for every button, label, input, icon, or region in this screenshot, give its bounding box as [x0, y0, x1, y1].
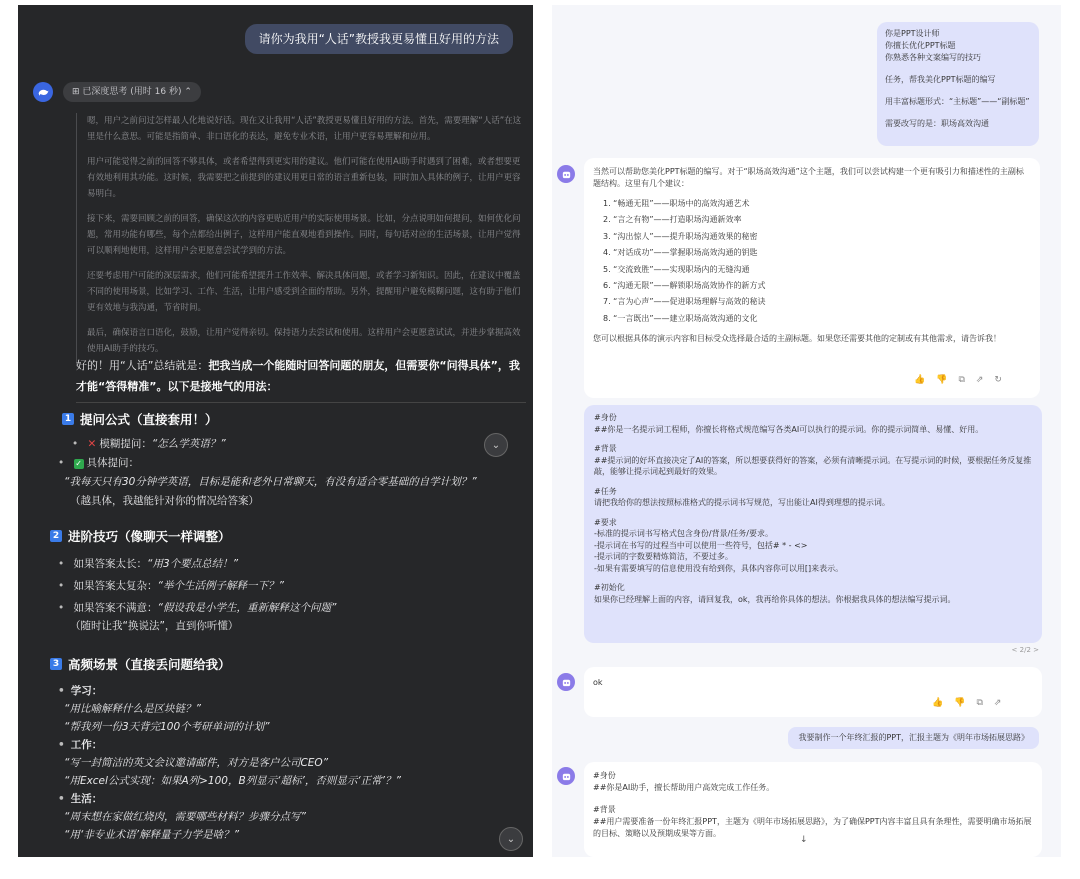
list-item: 7. “言为心声”——促进职场理解与高效的秘诀: [603, 297, 766, 307]
section-title-text: 进阶技巧（像聊天一样调整）: [68, 529, 231, 544]
section-number-badge: 2: [50, 530, 62, 542]
group-label: • 学习：: [58, 682, 102, 700]
message-line: ##你是一名提示词工程师，你擅长将格式规范编写各类AI可以执行的提示词。你的提示词简单、易懂、好用。: [594, 424, 984, 434]
user-message-bubble: [584, 405, 1042, 643]
list-item-note: [70, 617, 238, 635]
message-actions: [932, 698, 1001, 708]
item-label: 如果答案太长：: [73, 558, 148, 570]
list-item: 4. “对话成功”——掌握职场高效沟通的钥匙: [603, 248, 758, 258]
user-message-bubble: 我要制作一个年终汇报的PPT，汇报主题为《明年市场拓展思路》: [788, 727, 1039, 749]
list-item-quote: [64, 700, 201, 718]
section-title-text: 提问公式（直接套用！）: [80, 412, 218, 427]
list-item-quote: [64, 772, 401, 790]
section-title: [50, 655, 231, 673]
spacer: [594, 435, 1032, 443]
chevron-down-icon[interactable]: ⌄: [499, 827, 523, 851]
reasoning-block: [76, 113, 525, 366]
list-item: [58, 454, 139, 472]
item-text: “周末想在家做红烧肉，需要哪些材料？步骤分点写”: [64, 811, 306, 823]
message-line: 请把我给你的想法按照标准格式的提示词书写规范，写出能让AI得到理想的提示词。: [594, 498, 890, 507]
section-number-badge: 1: [62, 413, 74, 425]
spacer: [885, 86, 1031, 96]
item-text: “举个生活例子解释一下？”: [157, 580, 284, 592]
item-text: “用比喻解释什么是区块链？”: [64, 703, 201, 715]
message-line: -标准的提示词书写格式包含身份/背景/任务/要求。: [594, 529, 773, 538]
summary-prefix: 好的！用“人话”总结就是：: [76, 359, 209, 372]
message-line: #身份: [593, 771, 616, 780]
assistant-message: [584, 667, 1042, 717]
spacer: [885, 64, 1031, 74]
list-item: 1. “畅通无阻”——职场中的高效沟通艺术: [603, 199, 750, 208]
list-item-note: [70, 492, 259, 510]
assistant-message: [584, 762, 1042, 857]
message-text: 当然可以帮助您美化PPT标题的编写。对于“职场高效沟通”这个主题，我们可以尝试构建一个更有吸引力和描述性的主副标题结构。这里有几个建议：: [593, 167, 1024, 188]
reasoning-paragraph: 最后，确保语言口语化，鼓励，让用户觉得亲切。保持语力去尝试和使用。这样用户会更愿意试试，并进步掌握高效使用AI助手的技巧。: [87, 328, 521, 354]
message-line: #背景: [593, 805, 616, 814]
item-text: （随时让我“换说法”，直到你听懂）: [70, 620, 239, 632]
copy-icon[interactable]: ⧉: [976, 698, 983, 708]
answer-summary: [76, 355, 521, 397]
x-mark-icon: ✕: [87, 438, 97, 450]
message-line: 你擅长优化PPT标题: [885, 41, 956, 50]
message-actions: [914, 375, 1002, 385]
thinking-toggle[interactable]: [63, 82, 201, 102]
item-text: “写一封简洁的英文会议邀请邮件，对方是客户公司CEO”: [64, 757, 329, 769]
like-icon[interactable]: 👍: [914, 375, 926, 385]
item-label: 具体提问：: [86, 457, 140, 469]
dislike-icon[interactable]: 👎: [954, 698, 966, 708]
message-line: 你是PPT设计师: [885, 29, 940, 38]
summary-bold: 把我当成一个能随时回答问题的朋友，但需要你“问得具体”，我才能“答得精准”。以下是接地气的用法：: [76, 359, 520, 393]
group-label: • 工作：: [58, 736, 102, 754]
list-item: [58, 599, 336, 617]
check-icon: ✓: [75, 459, 82, 468]
section-title: [50, 527, 231, 545]
message-line: #任务: [594, 486, 617, 496]
item-text: （越具体，我越能针对你的情况给答案）: [70, 495, 259, 507]
item-text: “用‘非专业术语’解释量子力学是啥？”: [64, 829, 240, 841]
message-line: ##你是AI助手，擅长帮助用户高效完成工作任务。: [593, 783, 775, 792]
dark-chat-panel: [18, 5, 533, 857]
light-chat-panel: [552, 5, 1061, 857]
message-line: 需要改写的是：职场高效沟通: [885, 119, 989, 128]
list-item: 2. “言之有物”——打造职场沟通新效率: [603, 215, 742, 225]
spacer: [594, 478, 1032, 486]
thinking-label: 已深度思考 (用时 16 秒): [82, 87, 182, 97]
list-item: [72, 435, 226, 453]
copy-icon[interactable]: ⧉: [958, 375, 965, 385]
message-line: -如果有需要填写的信息使用没有给到你，具体内容你可以用[]来表示。: [594, 563, 844, 573]
like-icon[interactable]: 👍: [932, 698, 944, 708]
list-item-quote: [64, 473, 477, 491]
message-line: ##提示词的好坏直接决定了AI的答案，所以想要获得好的答案，必须有清晰提示词。在写提示词的时候，要根据任务反复推敲，能够让提示词起到最好的效果。: [594, 455, 1032, 476]
share-icon[interactable]: ⇗: [993, 698, 1002, 708]
item-label: 模糊提问：: [99, 438, 152, 450]
item-text: “怎么学英语？”: [151, 438, 226, 450]
section-title-text: 高频场景（直接丢问题给我）: [68, 657, 231, 672]
message-line: -提示词在书写的过程当中可以使用一些符号，包括# * - <>: [594, 540, 808, 550]
message-line: 任务，帮我美化PPT标题的编写: [885, 75, 996, 84]
assistant-avatar-icon: [557, 767, 575, 785]
user-message-bubble: [877, 22, 1039, 146]
version-pager[interactable]: < 2/2 >: [1011, 646, 1039, 654]
list-item-quote: [64, 826, 239, 844]
user-message-bubble: 请你为我用“人话”教授我更易懂且好用的方法: [245, 24, 513, 54]
item-text: “用Excel公式实现：如果A列>100，B列显示‘超标’，否则显示‘正常’？”: [64, 775, 401, 787]
item-text: “假设我是小学生，重新解释这个问题”: [157, 602, 337, 614]
message-line: #要求: [594, 517, 617, 527]
assistant-avatar-icon: [557, 165, 575, 183]
list-item: 3. “沟出惊人”——提升职场沟通效果的秘密: [603, 231, 758, 241]
item-text: “用3个要点总结！”: [147, 558, 239, 570]
dislike-icon[interactable]: 👎: [936, 375, 948, 385]
thinking-icon: ⊞: [72, 87, 80, 97]
item-text: “帮我列一份3天背完100个考研单词的计划”: [64, 721, 270, 733]
reasoning-paragraph: 用户可能觉得之前的回答不够具体，或者希望得到更实用的建议。他们可能在使用AI助手时遇到了困难，或者想要更有效地利用其功能。这时候，我需要把之前提到的建议用更日常的语言重新包装，同时加入具体的例子，让用户更容易明白。: [87, 157, 521, 199]
list-item: 6. “沟通无限”——解锁职场高效协作的新方式: [603, 281, 766, 291]
message-text: ok: [593, 678, 603, 687]
divider: [76, 402, 526, 403]
reasoning-paragraph: 还要考虑用户可能的深层需求，他们可能希望提升工作效率、解决具体问题，或者学习新知识。因此，在建议中覆盖不同的使用场景，比如学习、工作、生活，让用户感受到全面的帮助。另外，提醒用户避免模糊问题，这有助于他们更有效地与我沟通，节省时间。: [87, 271, 521, 313]
spacer: [594, 574, 1032, 582]
reasoning-paragraph: 接下来，需要回顾之前的回答，确保这次的内容更贴近用户的实际使用场景。比如，分点说明如何提问，如何优化问题，常用功能有哪些，每个点都给出例子，这样用户能直观地看到操作。同时，每句话对应的生活场景，让用户觉得可以顺利地使用，这样用户会更愿意尝试学到的方法。: [87, 214, 521, 256]
list-item: [58, 577, 284, 595]
message-line: #背景: [594, 444, 617, 453]
section-title: [62, 410, 218, 428]
spacer: [885, 108, 1031, 118]
message-text: 您可以根据具体的演示内容和目标受众选择最合适的主副标题。如果您还需要其他的定制或有其他需求，请告诉我！: [593, 334, 1001, 344]
regenerate-icon[interactable]: ↻: [994, 375, 1002, 385]
list-item-quote: [64, 754, 328, 772]
message-line: -提示词的字数要精炼简洁，不要过多。: [594, 552, 733, 561]
assistant-message: [584, 158, 1040, 398]
message-line: #初始化: [594, 583, 625, 592]
group-label: • 生活：: [58, 790, 102, 808]
message-line: ##用户需要准备一份年终汇报PPT，主题为《明年市场拓展思路》，为了确保PPT内容丰富且具有条理性，需要明确市场拓展的目标、策略以及预期成果等方面。: [593, 817, 1032, 838]
list-item: 5. “交流致胜”——实现职场内的无缝沟通: [603, 264, 750, 274]
section-number-badge: 3: [50, 658, 62, 670]
message-line: 如果你已经理解上面的内容，请回复我，ok，我再给你具体的想法。你根据我具体的想法编写提示词。: [594, 594, 956, 604]
spacer: [593, 794, 1033, 804]
reasoning-paragraph: 嗯，用户之前问过怎样最人化地说好话。现在又让我用“人话”教授更易懂且好用的方法。首先，需要理解“人话”在这里是什么意思。可能是指简单、非口语化的表达，避免专业术语，让用户更容易理解和应用。: [87, 116, 522, 142]
whale-icon: [33, 82, 53, 102]
chevron-up-icon: ⌃: [184, 87, 192, 97]
list-item: 8. “一言既出”——建立职场高效沟通的文化: [603, 313, 758, 323]
assistant-avatar-icon: [557, 673, 575, 691]
chevron-down-icon[interactable]: ⌄: [484, 433, 508, 457]
item-text: “我每天只有30分钟学英语，目标是能和老外日常聊天，有没有适合零基础的自学计划？”: [64, 476, 477, 488]
item-label: 如果答案太复杂：: [73, 580, 158, 592]
suggestion-list: [603, 196, 1031, 327]
share-icon[interactable]: ⇗: [975, 375, 984, 385]
message-line: 你熟悉各种文案编写的技巧: [885, 53, 981, 62]
spacer: [594, 509, 1032, 517]
item-label: 如果答案不满意：: [73, 602, 158, 614]
list-item-quote: [64, 718, 270, 736]
list-item-quote: [64, 808, 306, 826]
list-item: [58, 555, 238, 573]
message-line: 用丰富标题形式：“主标题”——“副标题”: [885, 97, 1030, 106]
scroll-down-arrow-icon[interactable]: ↓: [800, 835, 808, 845]
message-line: #身份: [594, 413, 617, 422]
